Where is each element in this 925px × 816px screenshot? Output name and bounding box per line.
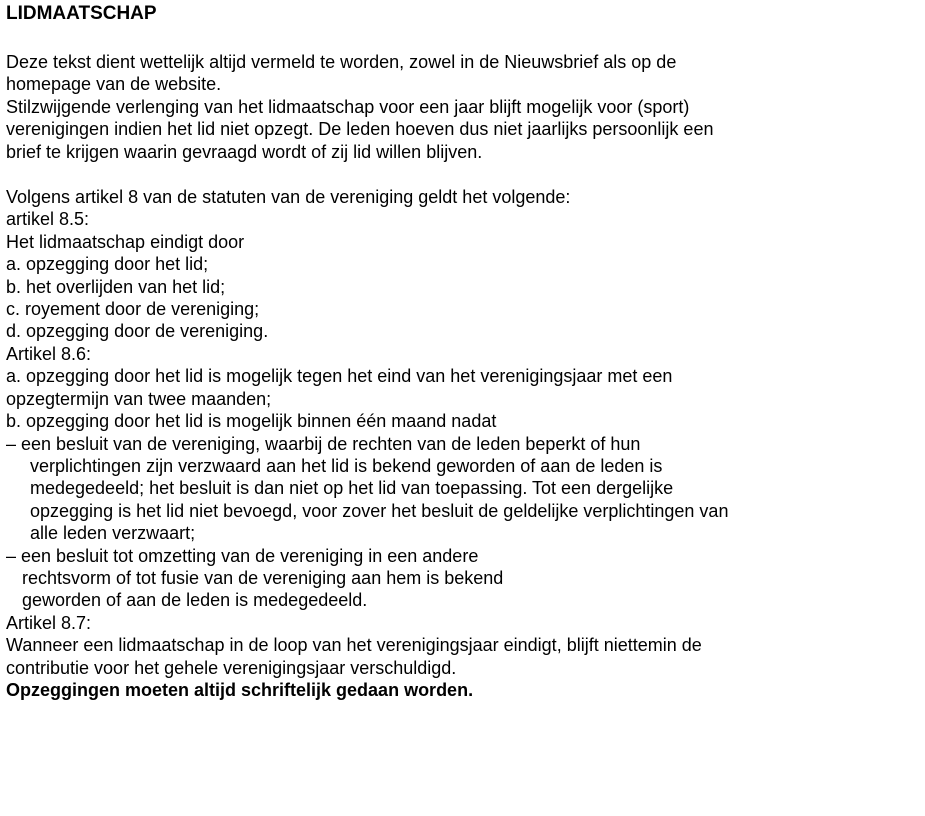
dash-item-1-cont: verplichtingen zijn verzwaard aan het lid is bekend geworden of aan de leden is [30,455,663,476]
closing-statement: Opzeggingen moeten altijd schriftelijk gedaan worden. [6,679,474,700]
paragraph-spacer [6,163,925,186]
intro-line: brief te krijgen waarin gevraagd wordt of zij lid willen blijven. [6,141,483,162]
statutes-lead: Volgens artikel 8 van de statuten van de vereniging geldt het volgende: [6,187,571,208]
page-title: LIDMAATSCHAP [6,3,157,24]
article-8-6-heading: Artikel 8.6: [6,343,92,364]
article-8-6-item-b: b. opzegging door het lid is mogelijk binnen één maand nadat [6,411,497,432]
dash-item-2: – een besluit tot omzetting van de vereniging in een andere [6,545,479,566]
dash-item-1-cont: opzegging is het lid niet bevoegd, voor zover het besluit de geldelijke verplichtingen van [30,500,729,521]
article-8-7-line: Wanneer een lidmaatschap in de loop van het verenigingsjaar eindigt, blijft niettemin de [6,635,702,656]
intro-line: verenigingen indien het lid niet opzegt. De leden hoeven dus niet jaarlijks persoonlijk een [6,119,714,140]
article-8-7-line: contributie voor het gehele verenigingsjaar verschuldigd. [6,657,457,678]
intro-paragraph [6,51,925,163]
list-item: d. opzegging door de vereniging. [6,321,269,342]
list-item: a. opzegging door het lid; [6,254,209,275]
list-item: b. het overlijden van het lid; [6,276,226,297]
article-8-6-item-a: a. opzegging door het lid is mogelijk tegen het eind van het verenigingsjaar met een [6,366,673,387]
intro-line: homepage van de website. [6,74,222,95]
dash-item-2-cont: geworden of aan de leden is medegedeeld. [22,590,368,611]
dash-item-1-cont: alle leden verzwaart; [30,523,196,544]
statutes-section [6,186,925,679]
article-8-5-intro: Het lidmaatschap eindigt door [6,231,245,252]
article-8-6-item-a-cont: opzegtermijn van twee maanden; [6,388,272,409]
intro-line: Stilzwijgende verlenging van het lidmaatschap voor een jaar blijft mogelijk voor (sport) [6,96,690,117]
article-8-7-heading: Artikel 8.7: [6,612,92,633]
article-8-5-heading: artikel 8.5: [6,209,90,230]
list-item: c. royement door de vereniging; [6,299,260,320]
dash-item-1-cont: medegedeeld; het besluit is dan niet op het lid van toepassing. Tot een dergelijke [30,478,674,499]
intro-line: Deze tekst dient wettelijk altijd vermeld te worden, zowel in de Nieuwsbrief als op de [6,52,677,72]
dash-item-1: – een besluit van de vereniging, waarbij de rechten van de leden beperkt of hun [6,433,641,454]
dash-item-2-cont: rechtsvorm of tot fusie van de vereniging aan hem is bekend [22,567,504,588]
